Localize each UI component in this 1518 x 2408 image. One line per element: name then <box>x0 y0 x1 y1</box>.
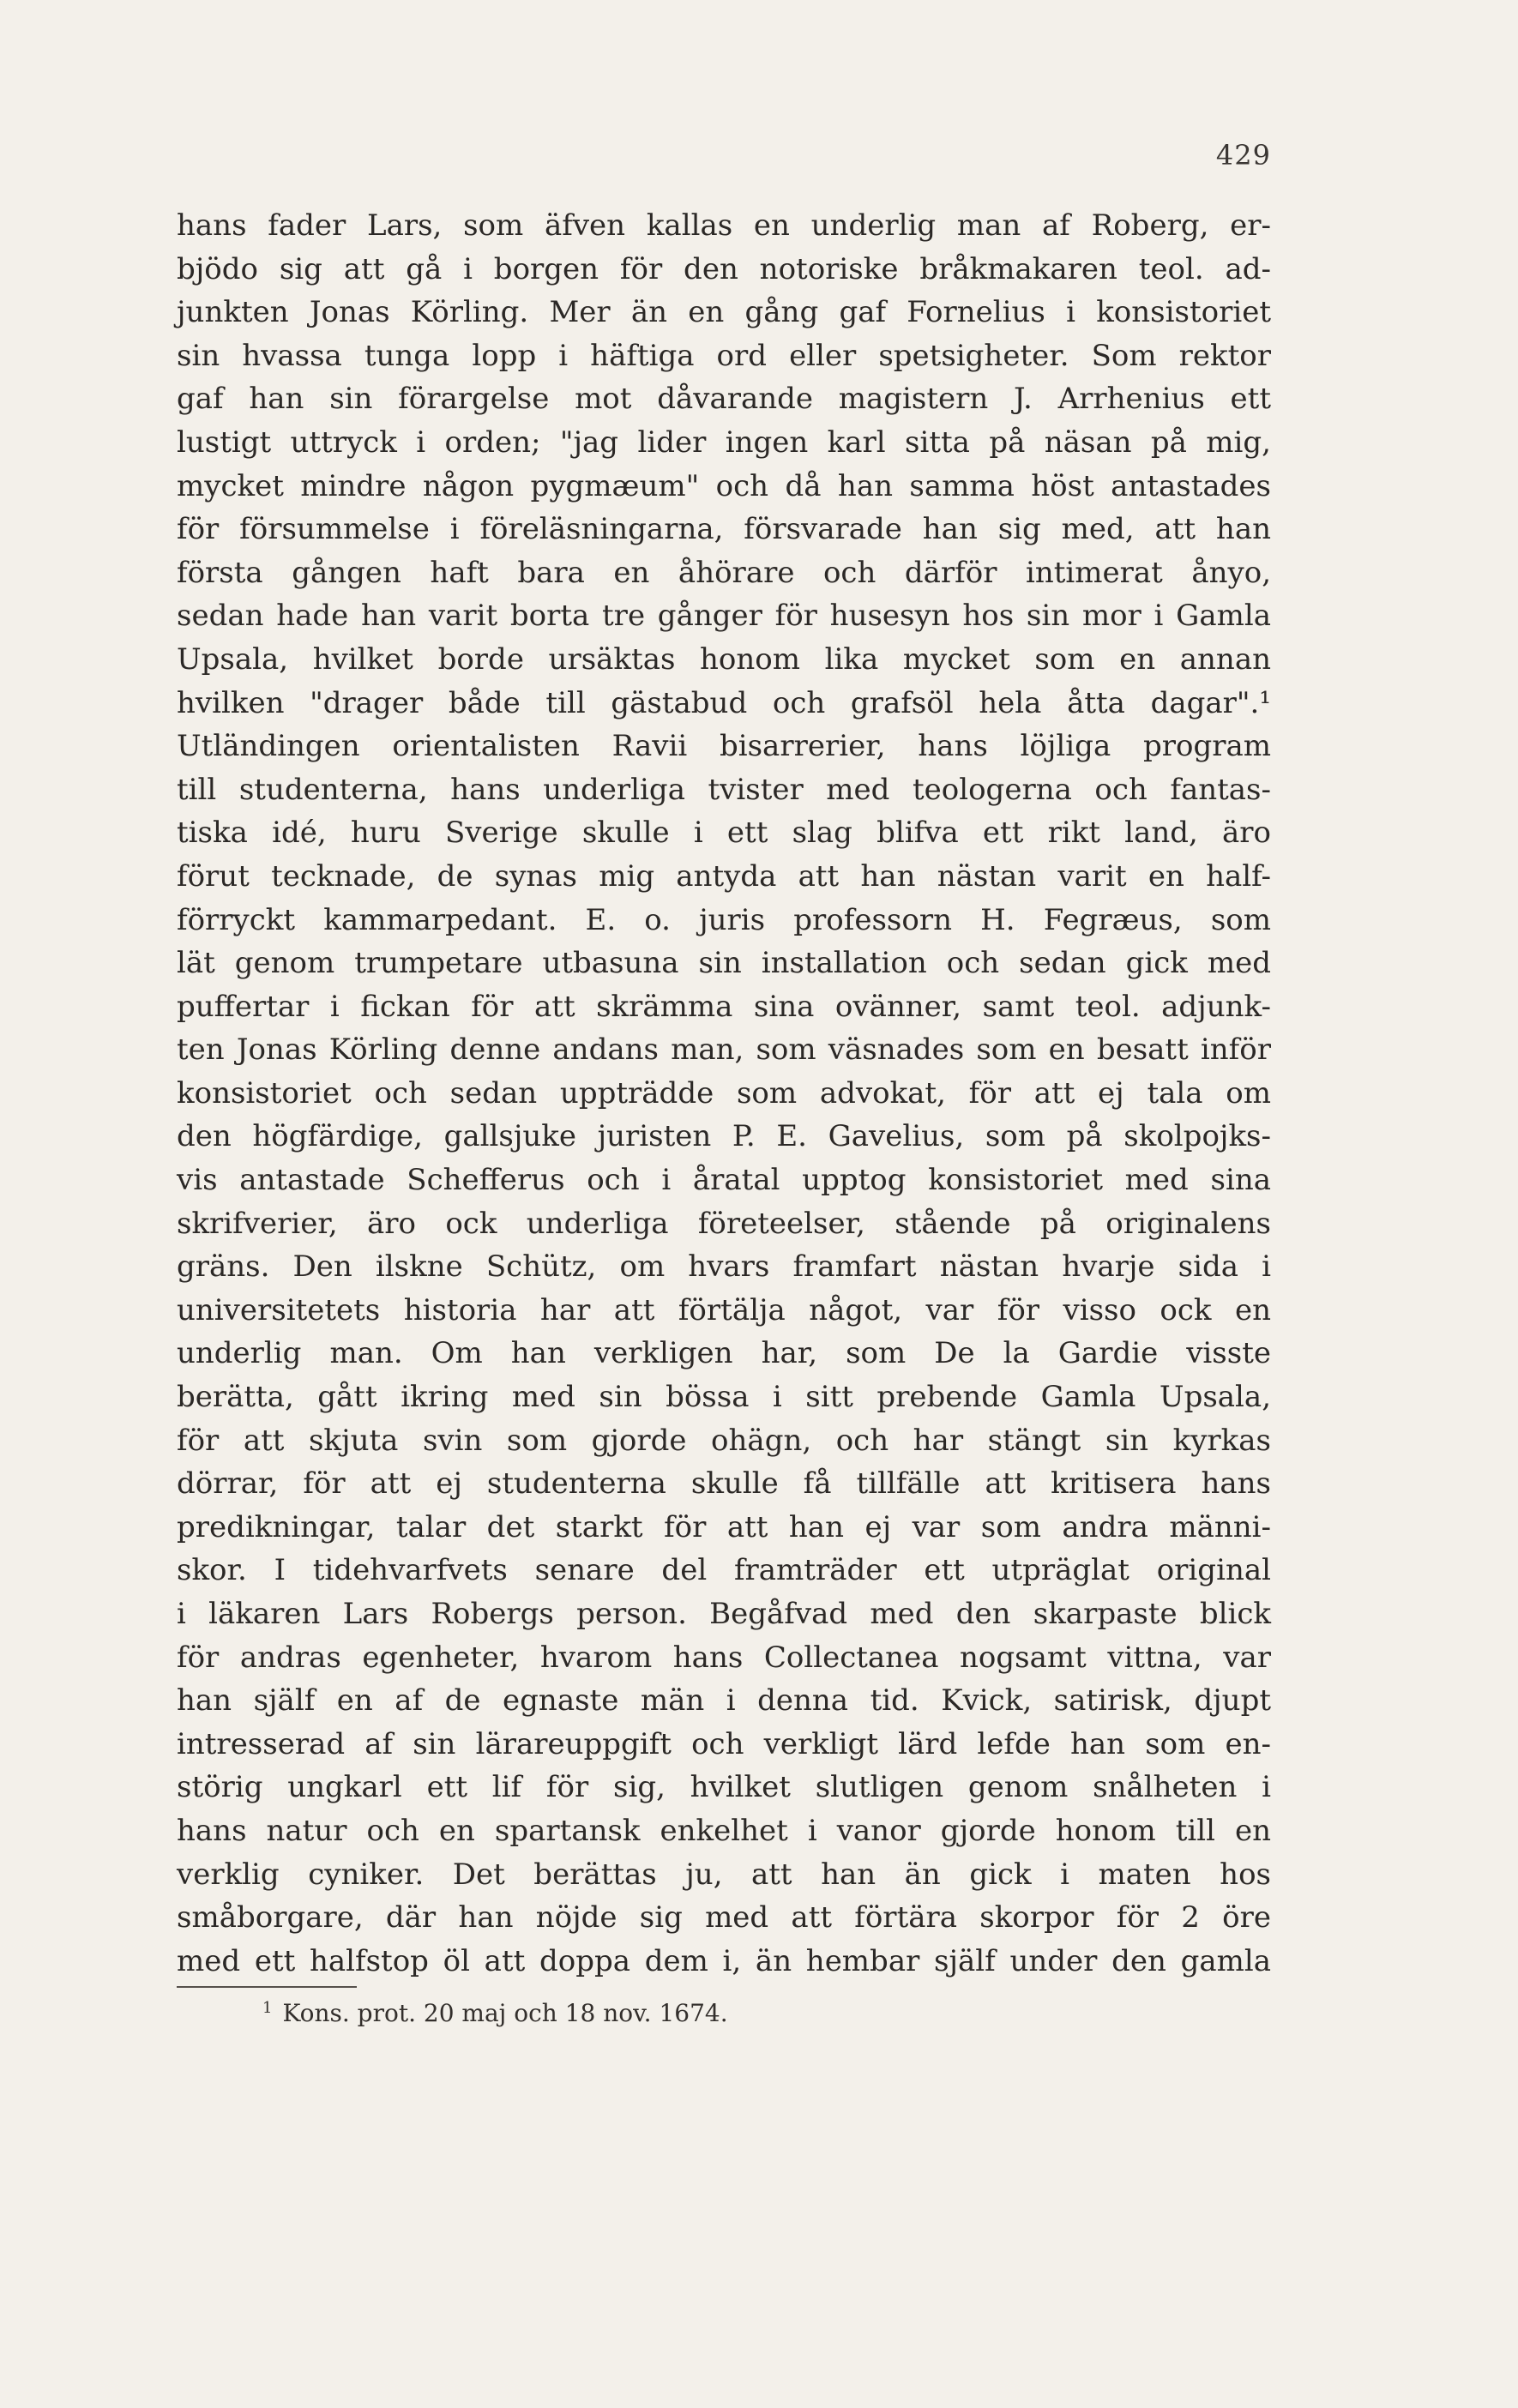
body-line: gräns. Den ilskne Schütz, om hvars framfart nästan hvarje sida i <box>177 1249 1271 1285</box>
body-line: bjödo sig att gå i borgen för den notoriske bråkmakaren teol. ad- <box>177 251 1271 286</box>
body-line: mycket mindre någon pygmæum" och då han samma höst antastades <box>177 468 1271 503</box>
body-line: för andras egenheter, hvarom hans Collectanea nogsamt vittna, var <box>177 1640 1271 1675</box>
body-line: vis antastade Schefferus och i åratal upptog konsistoriet med sina <box>177 1163 1271 1198</box>
body-line: sedan hade han varit borta tre gånger för husesyn hos sin mor i Gamla <box>177 599 1271 634</box>
body-line: verklig cyniker. Det berättas ju, att han än gick i maten hos <box>177 1857 1271 1892</box>
body-line: junkten Jonas Körling. Mer än en gång gaf Fornelius i konsistoriet <box>177 295 1271 330</box>
body-line: han själf en af de egnaste män i denna tid. Kvick, satirisk, djupt <box>177 1683 1271 1719</box>
body-line: sin hvassa tunga lopp i häftiga ord eller spetsigheter. Som rektor <box>177 338 1271 373</box>
body-line: i läkaren Lars Robergs person. Begåfvad med den skarpaste blick <box>177 1597 1271 1631</box>
body-line: skor. I tidehvarfvets senare del framträder ett utpräglat original <box>177 1553 1271 1588</box>
body-line: universitetets historia har att förtälja något, var för visso ock en <box>177 1292 1271 1327</box>
footnote-divider <box>177 1986 357 1988</box>
body-line: för att skjuta svin som gjorde ohägn, och har stängt sin kyrkas <box>177 1423 1271 1458</box>
body-line: dörrar, för att ej studenterna skulle få tillfälle att kritisera hans <box>177 1466 1271 1502</box>
body-line: Upsala, hvilket borde ursäktas honom lika mycket som en annan <box>177 641 1271 677</box>
body-line: predikningar, talar det starkt för att han ej var som andra männi- <box>177 1509 1271 1544</box>
body-line: tiska idé, huru Sverige skulle i ett slag blifva ett rikt land, äro <box>177 816 1271 851</box>
body-line: skrifverier, äro ock underliga företeelser, stående på originalens <box>177 1206 1271 1241</box>
body-line: hans fader Lars, som äfven kallas en underlig man af Roberg, er- <box>177 208 1271 243</box>
body-line: lustigt uttryck i orden; "jag lider ingen karl sitta på näsan på mig, <box>177 424 1271 460</box>
body-text <box>177 204 1271 1983</box>
body-line: störig ungkarl ett lif för sig, hvilket slutligen genom snålheten i <box>177 1770 1271 1805</box>
footnote-marker: 1 <box>262 1999 273 2017</box>
footnote-text: Kons. prot. 20 maj och 18 nov. 1674. <box>282 1999 728 2027</box>
body-line: till studenterna, hans underliga tvister med teologerna och fantas- <box>177 772 1271 807</box>
body-line: puffertar i fickan för att skrämma sina ovänner, samt teol. adjunk- <box>177 989 1271 1024</box>
body-line: berätta, gått ikring med sin bössa i sitt prebende Gamla Upsala, <box>177 1380 1271 1415</box>
body-line: gaf han sin förargelse mot dåvarande magistern J. Arrhenius ett <box>177 382 1271 417</box>
body-line: för försummelse i föreläsningarna, försvarade han sig med, att han <box>177 512 1271 547</box>
page-number: 429 <box>1215 139 1271 172</box>
body-line: lät genom trumpetare utbasuna sin installation och sedan gick med <box>177 946 1271 981</box>
body-line: konsistoriet och sedan uppträdde som advokat, för att ej tala om <box>177 1075 1271 1111</box>
body-line: med ett halfstop öl att doppa dem i, än hembar själf under den gamla <box>177 1943 1271 1978</box>
body-line: Utländingen orientalisten Ravii bisarrerier, hans löjliga program <box>177 729 1271 764</box>
body-line: den högfärdige, gallsjuke juristen P. E. Gavelius, som på skolpojks- <box>177 1119 1271 1154</box>
body-line: småborgare, där han nöjde sig med att förtära skorpor för 2 öre <box>177 1900 1271 1935</box>
body-line: första gången haft bara en åhörare och därför intimerat ånyo, <box>177 555 1271 590</box>
body-line: förut tecknade, de synas mig antyda att han nästan varit en half- <box>177 858 1271 894</box>
body-line: intresserad af sin lärareuppgift och verkligt lärd lefde han som en- <box>177 1726 1271 1761</box>
body-line: förryckt kammarpedant. E. o. juris professorn H. Fegræus, som <box>177 902 1271 937</box>
footnote <box>262 1991 728 2031</box>
body-line: underlig man. Om han verkligen har, som De la Gardie visste <box>177 1336 1271 1371</box>
body-line: ten Jonas Körling denne andans man, som väsnades som en besatt inför <box>177 1032 1271 1068</box>
body-line: hvilken "drager både till gästabud och grafsöl hela åtta dagar".¹ <box>177 685 1271 720</box>
body-line: hans natur och en spartansk enkelhet i vanor gjorde honom till en <box>177 1813 1271 1848</box>
